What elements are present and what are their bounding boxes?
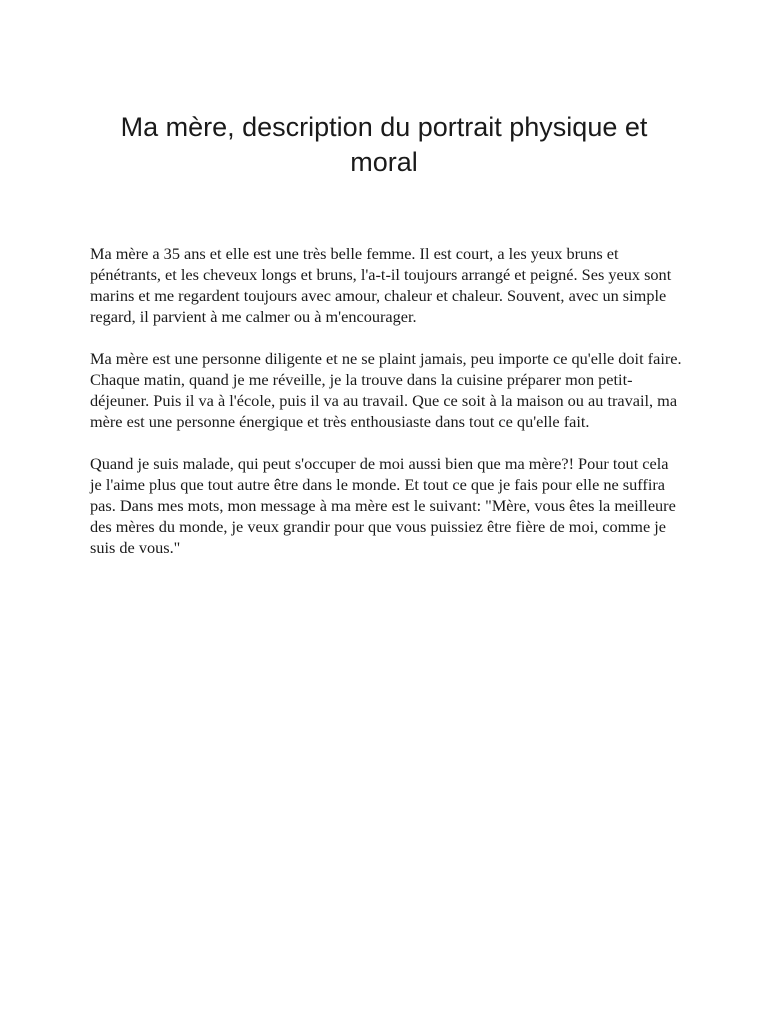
- paragraph-moral-description: Ma mère est une personne diligente et ne se plaint jamais, peu importe ce qu'elle doit faire. Chaque matin, quand je me réveille, je la trouve dans la cuisine préparer mon petit-déjeuner. Puis il va à l'école, puis il va au travail. Que ce soit à la maison ou au travail, ma mère est une personne énergique et très enthousiaste dans tout ce qu'elle fait.: [90, 349, 682, 431]
- document-body: [90, 243, 682, 579]
- paragraph-physical-description: Ma mère a 35 ans et elle est une très belle femme. Il est court, a les yeux bruns et pénétrants, et les cheveux longs et bruns, l'a-t-il toujours arrangé et peigné. Ses yeux sont marins et me regardent toujours avec amour, chaleur et chaleur. Souvent, avec un simple regard, il parvient à me calmer ou à m'encourager.: [90, 244, 672, 326]
- paragraph-conclusion: Quand je suis malade, qui peut s'occuper de moi aussi bien que ma mère?! Pour tout cela je l'aime plus que tout autre être dans le monde. Et tout ce que je fais pour elle ne suffira pas. Dans mes mots, mon message à ma mère est le suivant: "Mère, vous êtes la meilleure des mères du monde, je veux grandir pour que vous puissiez être fière de moi, comme je suis de vous.": [90, 454, 676, 557]
- document-title: Ma mère, description du portrait physique et moral: [120, 112, 648, 177]
